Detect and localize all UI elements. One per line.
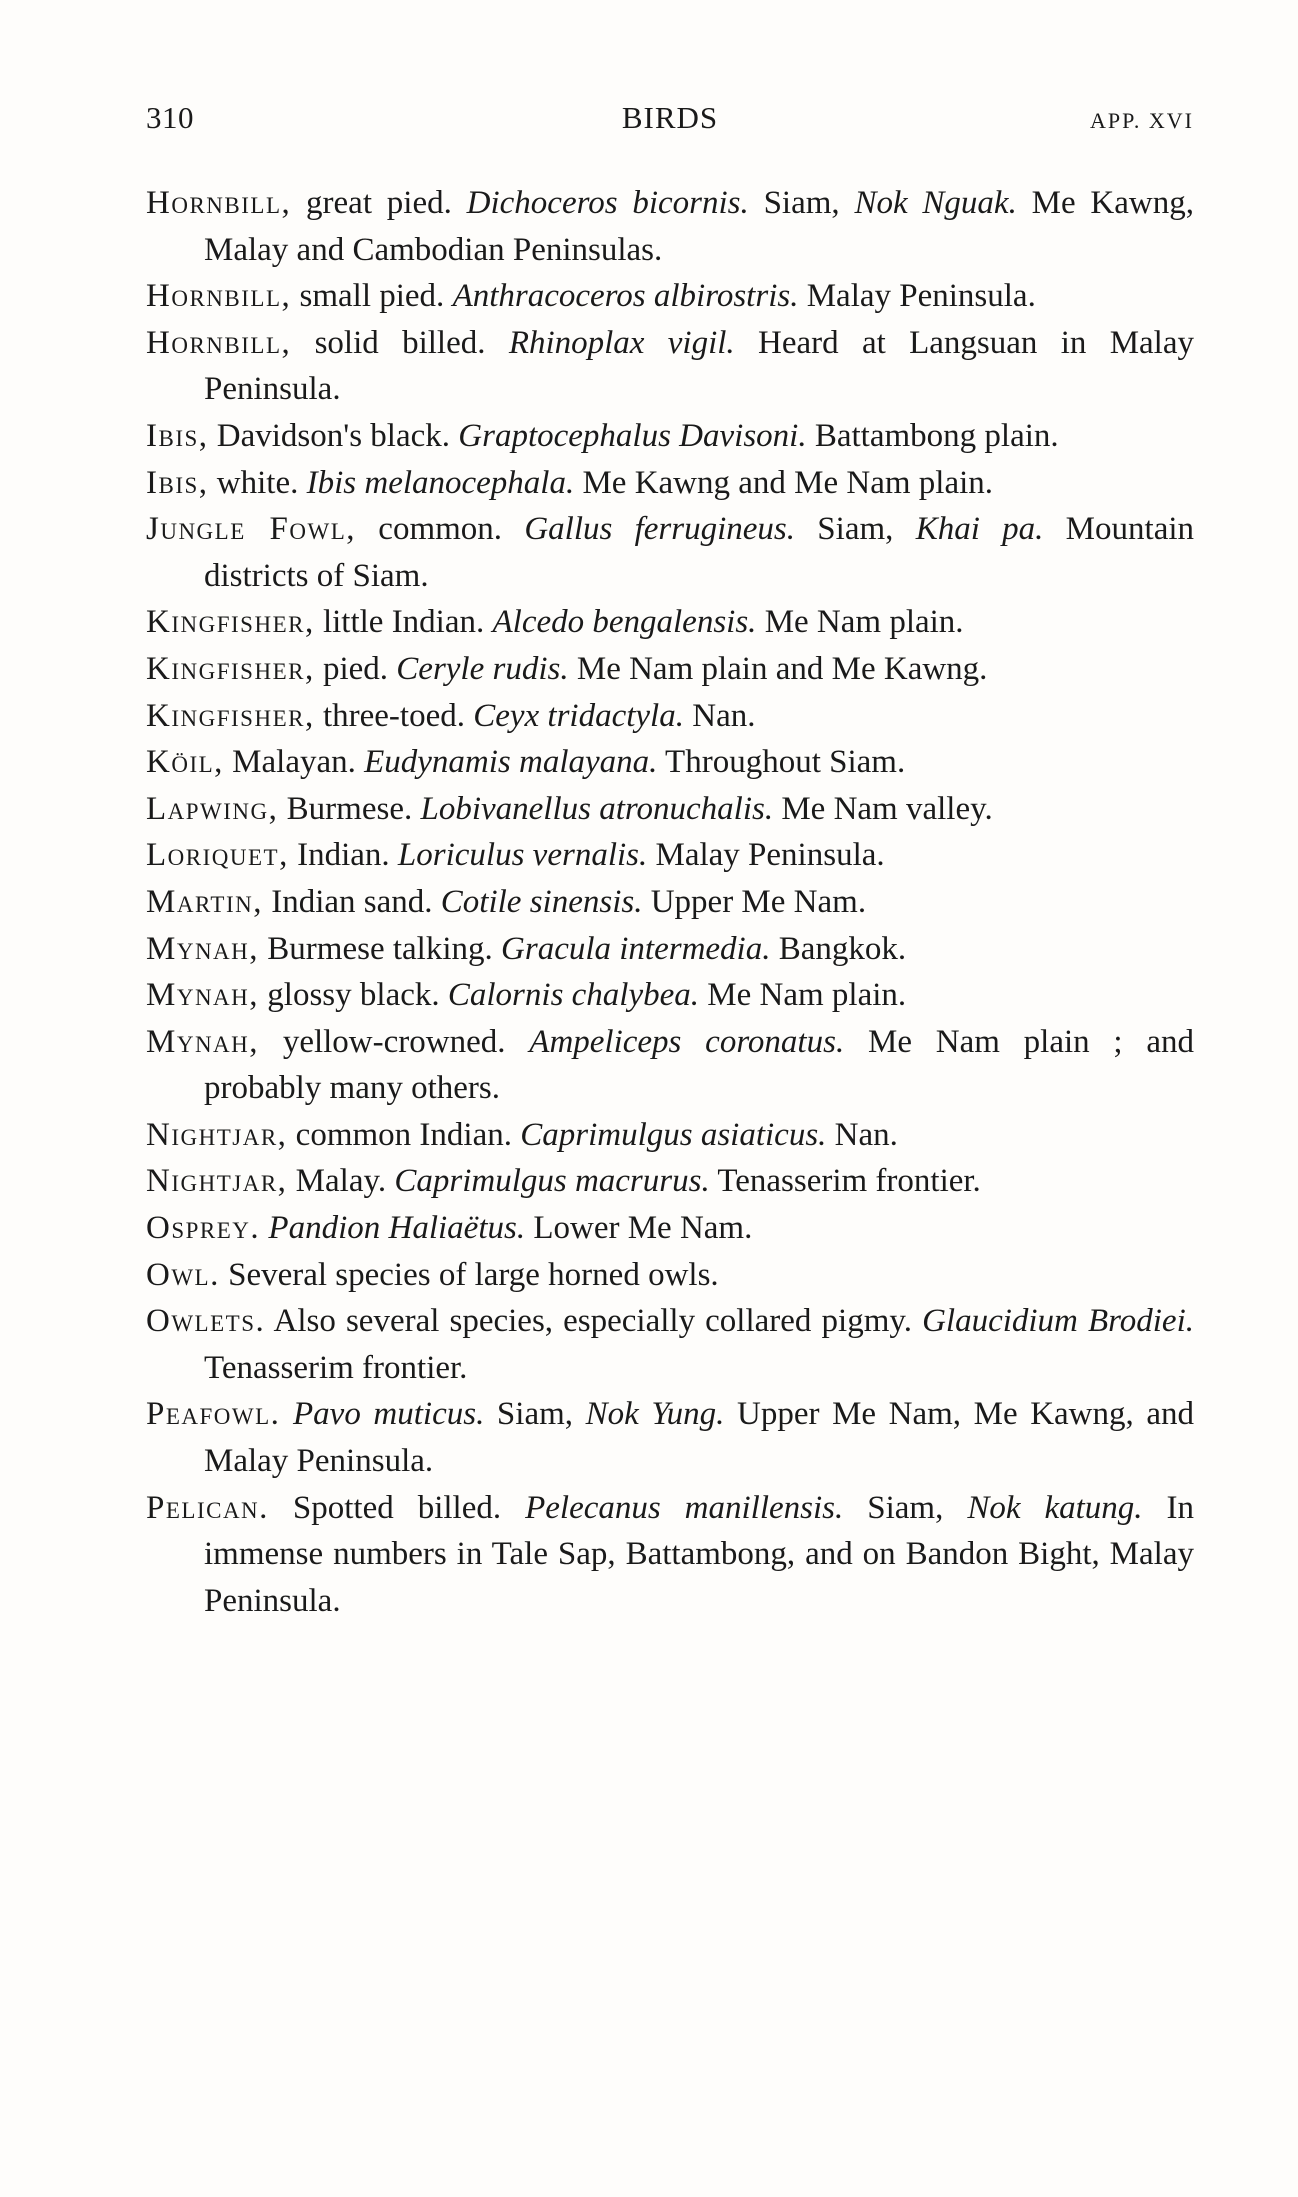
distribution: In immense numbers in Tale Sap, Battambong, and on Bandon Bight, Malay Peninsula.	[204, 1489, 1194, 1619]
bird-name: Pelican.	[146, 1489, 269, 1526]
scientific-name: Gracula intermedia.	[501, 930, 771, 967]
bird-entry	[146, 693, 1194, 740]
locality: Me Nam plain and Me Kawng.	[568, 650, 988, 687]
bird-name: Lapwing,	[146, 790, 279, 827]
bird-entry	[146, 1158, 1194, 1205]
locality: Battambong plain.	[806, 417, 1059, 454]
scientific-name: Rhinoplax vigil.	[508, 324, 735, 361]
bird-entry	[146, 1019, 1194, 1112]
bird-name: Ibis,	[146, 417, 209, 454]
locality: Nan.	[826, 1116, 898, 1153]
bird-name: Hornbill,	[146, 185, 292, 221]
bird-name: Osprey.	[146, 1210, 261, 1247]
bird-description	[280, 1396, 293, 1432]
bird-description: Burmese talking.	[259, 930, 502, 967]
book-page	[146, 100, 1194, 1624]
locality: Me Nam plain.	[699, 977, 907, 1014]
scientific-name: Calornis chalybea.	[447, 977, 700, 1014]
bird-description: small pied.	[291, 278, 453, 315]
bird-entry	[146, 1391, 1194, 1484]
page-number: 310	[146, 100, 194, 135]
locality: Me Nam plain.	[756, 604, 964, 641]
bird-name: Nightjar,	[146, 1163, 288, 1200]
locality: Siam,	[795, 511, 916, 548]
bird-entry	[146, 786, 1194, 833]
bird-name: Owlets.	[146, 1303, 266, 1340]
locality: Lower Me Nam.	[525, 1210, 753, 1247]
bird-name: Owl.	[146, 1256, 220, 1293]
bird-name: Köil,	[146, 744, 224, 781]
locality: Upper Me Nam.	[642, 883, 867, 920]
bird-list	[146, 180, 1194, 1624]
bird-entry	[146, 879, 1194, 926]
bird-description: Burmese.	[278, 790, 421, 827]
bird-name: Hornbill,	[146, 278, 292, 315]
bird-entry	[146, 832, 1194, 879]
scientific-name: Caprimulgus asiaticus.	[520, 1116, 827, 1153]
running-head	[146, 100, 1194, 136]
scientific-name: Graptocephalus Davisoni.	[458, 417, 807, 454]
bird-entry	[146, 320, 1194, 413]
scientific-name: Anthracoceros albirostris.	[452, 278, 799, 315]
bird-description: white.	[208, 464, 307, 501]
scientific-name: Ampeliceps coronatus.	[529, 1023, 845, 1060]
bird-description: Malay.	[287, 1163, 395, 1200]
bird-name: Jungle Fowl,	[146, 511, 357, 548]
bird-entry	[146, 599, 1194, 646]
bird-description: glossy black.	[259, 977, 448, 1014]
bird-entry	[146, 739, 1194, 786]
scientific-name: Eudynamis malayana.	[364, 744, 658, 781]
bird-name: Mynah,	[146, 930, 260, 967]
bird-entry	[146, 1112, 1194, 1159]
scientific-name: Ceryle rudis.	[396, 650, 569, 687]
bird-name: Kingfisher,	[146, 650, 315, 687]
bird-description: Davidson's black.	[208, 417, 459, 454]
bird-description: Indian.	[288, 837, 398, 874]
bird-description: yellow-crowned.	[259, 1023, 530, 1060]
bird-name: Nightjar,	[146, 1116, 288, 1153]
bird-entry	[146, 972, 1194, 1019]
scientific-name: Pelecanus manillensis.	[525, 1489, 844, 1526]
locality: Bangkok.	[770, 930, 907, 967]
bird-entry	[146, 180, 1194, 273]
bird-description: little Indian.	[314, 604, 493, 641]
distribution: Upper Me Nam, Me Kawng, and Malay Peninsula.	[204, 1396, 1195, 1480]
bird-entry	[146, 273, 1194, 320]
bird-entry	[146, 413, 1194, 460]
bird-description: Also several species, especially collared pigmy.	[265, 1303, 923, 1340]
scientific-name: Cotile sinensis.	[440, 883, 643, 920]
local-name: Nok katung.	[967, 1489, 1143, 1526]
locality: Malay Peninsula.	[647, 837, 885, 874]
bird-name: Kingfisher,	[146, 604, 315, 641]
bird-description: Indian sand.	[262, 883, 441, 920]
local-name: Nok Nguak.	[854, 185, 1017, 221]
scientific-name: Ceyx tridactyla.	[473, 697, 684, 734]
locality: Heard at Langsuan in Malay Peninsula.	[204, 324, 1194, 408]
scientific-name: Pavo muticus.	[293, 1396, 485, 1433]
local-name: Nok Yung.	[585, 1396, 725, 1433]
scientific-name: Alcedo bengalensis.	[492, 604, 757, 641]
bird-entry	[146, 926, 1194, 973]
bird-entry	[146, 1298, 1194, 1391]
bird-name: Loriquet,	[146, 837, 289, 874]
running-title: BIRDS	[621, 100, 719, 135]
bird-description: pied.	[314, 650, 397, 687]
locality: Malay Peninsula.	[798, 278, 1036, 315]
locality: Tenasserim frontier.	[204, 1349, 468, 1386]
bird-description: great pied.	[291, 185, 467, 221]
bird-entry	[146, 1485, 1194, 1625]
bird-name: Hornbill,	[146, 324, 292, 361]
bird-description: common Indian.	[287, 1116, 521, 1153]
scientific-name: Lobivanellus atronuchalis.	[420, 790, 774, 827]
bird-entry	[146, 646, 1194, 693]
local-name: Khai pa.	[915, 511, 1044, 548]
distribution: Mountain districts of Siam.	[204, 511, 1195, 594]
locality: Me Nam valley.	[773, 790, 993, 827]
bird-description: Several species of large horned owls.	[219, 1256, 719, 1293]
locality: Siam,	[748, 185, 855, 221]
bird-entry	[146, 506, 1194, 599]
locality: Nan.	[683, 697, 756, 734]
locality: Throughout Siam.	[657, 744, 906, 781]
scientific-name: Dichoceros bicornis.	[466, 185, 749, 221]
bird-description: Malayan.	[223, 744, 365, 781]
locality: Me Nam plain ; and probably many others.	[204, 1023, 1195, 1107]
scientific-name: Glaucidium Brodiei.	[922, 1303, 1195, 1340]
bird-entry	[146, 1252, 1194, 1299]
bird-name: Kingfisher,	[146, 697, 315, 734]
locality: Siam,	[484, 1396, 586, 1433]
distribution: Me Kawng, Malay and Cambodian Peninsulas.	[204, 185, 1194, 268]
bird-description: Spotted billed.	[268, 1489, 526, 1526]
bird-entry	[146, 1205, 1194, 1252]
bird-entry	[146, 460, 1194, 507]
bird-description: solid billed.	[291, 324, 509, 361]
bird-name: Mynah,	[146, 1023, 260, 1060]
bird-name: Ibis,	[146, 464, 209, 501]
locality: Tenasserim frontier.	[709, 1163, 981, 1200]
bird-description: three-toed.	[314, 697, 474, 734]
scientific-name: Gallus ferrugineus.	[524, 511, 796, 548]
appendix-label: APP. XVI	[1089, 108, 1194, 133]
locality: Me Kawng and Me Nam plain.	[574, 464, 994, 501]
bird-name: Martin,	[146, 883, 263, 920]
bird-description: common.	[356, 511, 525, 548]
scientific-name: Pandion Haliaëtus.	[268, 1210, 526, 1247]
bird-name: Peafowl.	[146, 1396, 281, 1433]
bird-name: Mynah,	[146, 977, 260, 1014]
scientific-name: Ibis melanocephala.	[306, 464, 575, 501]
locality: Siam,	[843, 1489, 968, 1526]
scientific-name: Caprimulgus macrurus.	[394, 1163, 710, 1200]
scientific-name: Loriculus vernalis.	[397, 837, 648, 874]
